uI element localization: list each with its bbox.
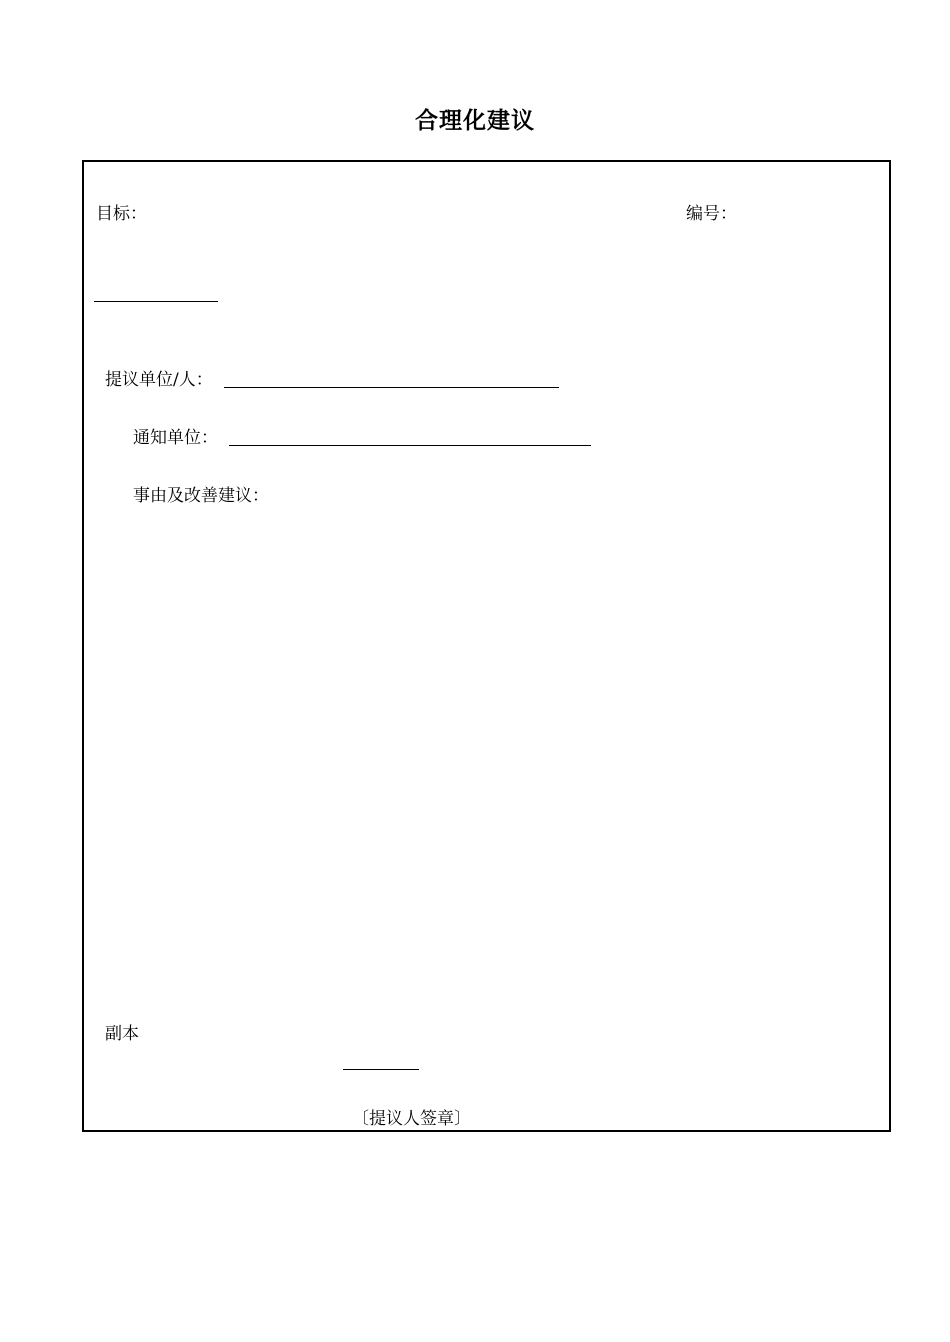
target-underline[interactable] bbox=[94, 301, 218, 302]
form-title: 合理化建议 bbox=[415, 108, 535, 134]
notify-underline[interactable] bbox=[229, 445, 591, 446]
reason-label: 事由及改善建议： bbox=[133, 486, 269, 506]
proposer-label: 提议单位/人： bbox=[105, 370, 213, 390]
number-label: 编号： bbox=[686, 204, 737, 224]
target-label: 目标： bbox=[96, 204, 147, 224]
form-box bbox=[82, 160, 891, 1132]
proposer-underline[interactable] bbox=[224, 387, 559, 388]
signature-underline[interactable] bbox=[343, 1069, 419, 1070]
notify-label: 通知单位： bbox=[133, 428, 218, 448]
copy-label: 副本 bbox=[105, 1024, 139, 1044]
signature-label: 〔提议人签章〕 bbox=[352, 1109, 471, 1129]
